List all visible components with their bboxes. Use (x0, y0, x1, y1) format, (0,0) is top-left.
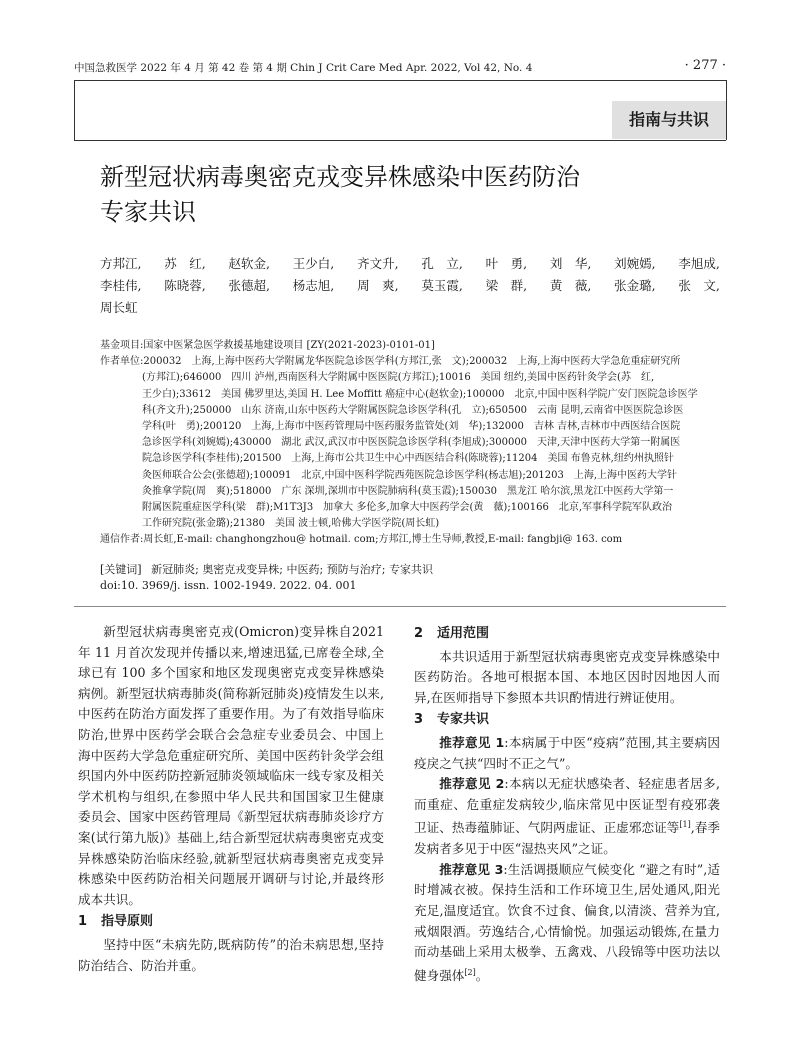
abstract-rule (74, 606, 726, 607)
recommendation-1 (414, 733, 720, 774)
author: 刘 华, (549, 256, 592, 271)
body-column-right (414, 622, 720, 986)
recommendation-text: :本病属于中医“疫病”范围,其主要病因疫戾之气挟“四时不正之气”。 (414, 734, 720, 771)
author: 梁 群, (485, 278, 528, 293)
affiliation-line: 灸医师联合公会(张德超);100091 北京,中国中医科学院西苑医院急诊医学科(杨志旭);201203 上海,上海中医药大学针 (142, 469, 678, 481)
affiliation-line: 院急诊医学科(李桂伟);201500 上海,上海市公共卫生中心中西医结合科(陈晓蓉);11204 美国 布鲁克林,纽约州执照针 (142, 453, 674, 465)
author: 莫玉霞, (421, 278, 463, 293)
header-rule (74, 80, 726, 81)
recommendation-text: ,春季发病者多见于中医“湿热夹风”之证。 (414, 820, 720, 857)
affiliation-line: 灸推拿学院(周 爽);518000 广东 深圳,深圳市中医院肺病科(莫玉霞);150030 黑龙江 哈尔滨,黑龙江中医药大学第一 (142, 485, 674, 497)
recommendation-label: 推荐意见 2 (439, 776, 505, 792)
frame-bottom (74, 140, 726, 141)
affiliation-line: (方邦江);646000 四川 泸州,西南医科大学附属中医医院(方邦江);10016 美国 纽约,美国中医药针灸学会(苏 红, (142, 372, 655, 384)
affiliation-line: 学科(叶 勇);200120 上海,上海市中医药管理局中医药服务监管处(刘 华);132000 吉林 吉林,吉林市中西医结合医院 (142, 421, 681, 433)
affiliation-line: 作者单位:200032 上海,上海中医药大学附属龙华医院急诊医学科(方邦江,张 文);200032 上海,上海中医药大学急危重症研究所 (100, 356, 681, 368)
section-title: 适用范围 (437, 626, 490, 641)
recommendation-text: 。 (475, 967, 489, 983)
keywords-block (100, 562, 720, 594)
author: 叶 勇, (485, 256, 528, 271)
section-number: 2 (414, 626, 424, 641)
section-number: 3 (414, 712, 424, 728)
recommendation-2 (414, 774, 720, 860)
affiliation-line: 附属医院重症医学科(梁 群);M1T3J3 加拿大 多伦多,加拿大中医药学会(黄 薇);100166 北京,军事科学院军队政治 (142, 502, 673, 514)
author-row-3 (100, 297, 720, 319)
principle-paragraph: 坚持中医“未病先防,既病防传”的治未病思想,坚持防治结合、防治并重。 (78, 936, 384, 973)
author: 张 文, (678, 278, 720, 293)
author: 张金璐, (614, 278, 656, 293)
author: 杨志旭, (292, 278, 335, 293)
author: 周 爽, (357, 278, 399, 293)
title-line-2: 专家共识 (100, 198, 196, 226)
keyword: 奥密克戎变异株; (202, 563, 284, 576)
author: 苏 红, (164, 256, 206, 271)
frame-left (74, 80, 75, 140)
recommendation-label: 推荐意见 1 (439, 734, 505, 750)
keyword: 中医药; (286, 563, 324, 576)
author: 孔 立, (421, 256, 463, 271)
author-row-1 (100, 253, 720, 275)
author: 李旭成, (678, 256, 720, 271)
intro-paragraph: 新型冠状病毒奥密克戎(Omicron)变异株自2021 年 11 月首次发现并传播以来,增速迅猛,已席卷全球,全球已有 100 多个国家和地区发现奥密克戎变异株感染病例。新型冠状病毒肺炎(简称新冠肺炎)疫情发生以来,中医药在防治方面发挥了重要作用。为了有效指导临床防治,世界中医药学会联合会急症专业委员会、中国上海中医药大学急危重症研究所、美国中医药针灸学会组织国内外中医药防控新冠肺炎领域临床一线专家及相关学术机构与组织,在参照中华人民共和国国家卫生健康委员会、国家中医药管理局《新型冠状病毒肺炎诊疗方案(试行第九版)》基础上,结合新型冠状病毒奥密克戎变异株感染防治临床经验,就新型冠状病毒奥密克戎变异株感染中医药防治相关问题展开调研与讨论,并最终形成本共识。 (78, 624, 384, 907)
author: 刘婉嫣, (614, 256, 656, 271)
correspondence: 通信作者:周长虹,E-mail: changhongzhou@ hotmail. com;方邦江,博士生导师,教授,E-mail: fangbji@ 163. com (100, 534, 623, 546)
author: 齐文升, (357, 256, 399, 271)
fund-statement: 基金项目:国家中医紧急医学救援基地建设项目 [ZY(2021-2023)-0101-01] (100, 340, 435, 351)
recommendation-3 (414, 860, 720, 987)
page-number: · 277 · (684, 58, 726, 73)
section-heading-2 (414, 624, 720, 645)
doi: doi:10. 3969/j. issn. 1002-1949. 2022. 04. 001 (100, 579, 357, 592)
affiliation-line: 急诊医学科(刘婉嫣);430000 湖北 武汉,武汉市中医医院急诊医学科(李旭成);300000 天津,天津中医药大学第一附属医 (142, 437, 681, 449)
citation-ref[interactable]: [2] (464, 967, 476, 977)
keyword: 新冠肺炎; (151, 563, 199, 576)
author: 王少白, (292, 256, 335, 271)
author: 方邦江, (100, 256, 142, 271)
author: 张德超, (228, 278, 271, 293)
section-title: 指导原则 (101, 914, 154, 930)
keyword: 预防与治疗; (326, 563, 386, 576)
section-heading-1 (78, 912, 384, 933)
article-title (100, 160, 720, 230)
affiliation-line: 科(齐文升);250000 山东 济南,山东中医药大学附属医院急诊医学科(孔 立);650500 云南 昆明,云南省中医医院急诊医 (142, 404, 684, 416)
section-heading-3 (414, 710, 720, 731)
frame-right (726, 80, 727, 140)
author: 赵软金, (228, 256, 271, 271)
keywords-line (100, 562, 720, 578)
article-metadata (100, 338, 714, 549)
section-title: 专家共识 (437, 712, 490, 728)
author-row-2 (100, 275, 720, 297)
journal-citation: 中国急救医学 2022 年 4 月 第 42 卷 第 4 期 Chin J Crit Care Med Apr. 2022, Vol 42, No. 4 (74, 62, 533, 74)
section-tag: 指南与共识 (612, 101, 726, 139)
scope-paragraph: 本共识适用于新型冠状病毒奥密克戎变异株感染中医药防治。各地可根据本国、本地区因时因地因人而异,在医师指导下参照本共识酌情进行辨证使用。 (414, 648, 720, 705)
citation-ref[interactable]: [1] (679, 820, 691, 830)
title-line-1: 新型冠状病毒奥密克戎变异株感染中医药防治 (100, 163, 580, 191)
author: 李桂伟, (100, 278, 142, 293)
author: 周长虹 (100, 300, 138, 315)
keywords-label: [关键词] (100, 563, 142, 576)
recommendation-label: 推荐意见 3 (439, 861, 504, 877)
body-column-left (78, 622, 384, 976)
running-header (74, 58, 726, 78)
author: 陈晓蓉, (164, 278, 206, 293)
recommendation-text: :生活调摄顺应气候变化 “避之有时”,适时增减衣被。保持生活和工作环境卫生,居处通风,阳光充足,温度适宜。饮食不过食、偏食,以清淡、营养为宜,戒烟限酒。劳逸结合,心情愉悦。加强运动锻炼,在量力而动基础上采用太极拳、五禽戏、八段锦等中医功法以健身强体 (414, 861, 720, 983)
keyword: 专家共识 (388, 563, 433, 576)
recommendation-text: :本病以无症状感染者、轻症患者居多,而重症、危重症发病较少,临床常见中医证型有疫邪袭卫证、热毒蕴肺证、气阴两虚证、正虚邪恋证等 (414, 776, 720, 836)
affiliation-line: 工作研究院(张金璐);21380 美国 波士顿,哈佛大学医学院(周长虹) (142, 518, 440, 530)
author-list (100, 253, 720, 319)
author: 黄 薇, (549, 278, 592, 293)
affiliation-line: 王少白);33612 美国 佛罗里达,美国 H. Lee Moffitt 癌症中心(赵软金);100000 北京,中国中医科学院广安门医院急诊医学 (142, 388, 698, 400)
section-number: 1 (78, 914, 88, 930)
